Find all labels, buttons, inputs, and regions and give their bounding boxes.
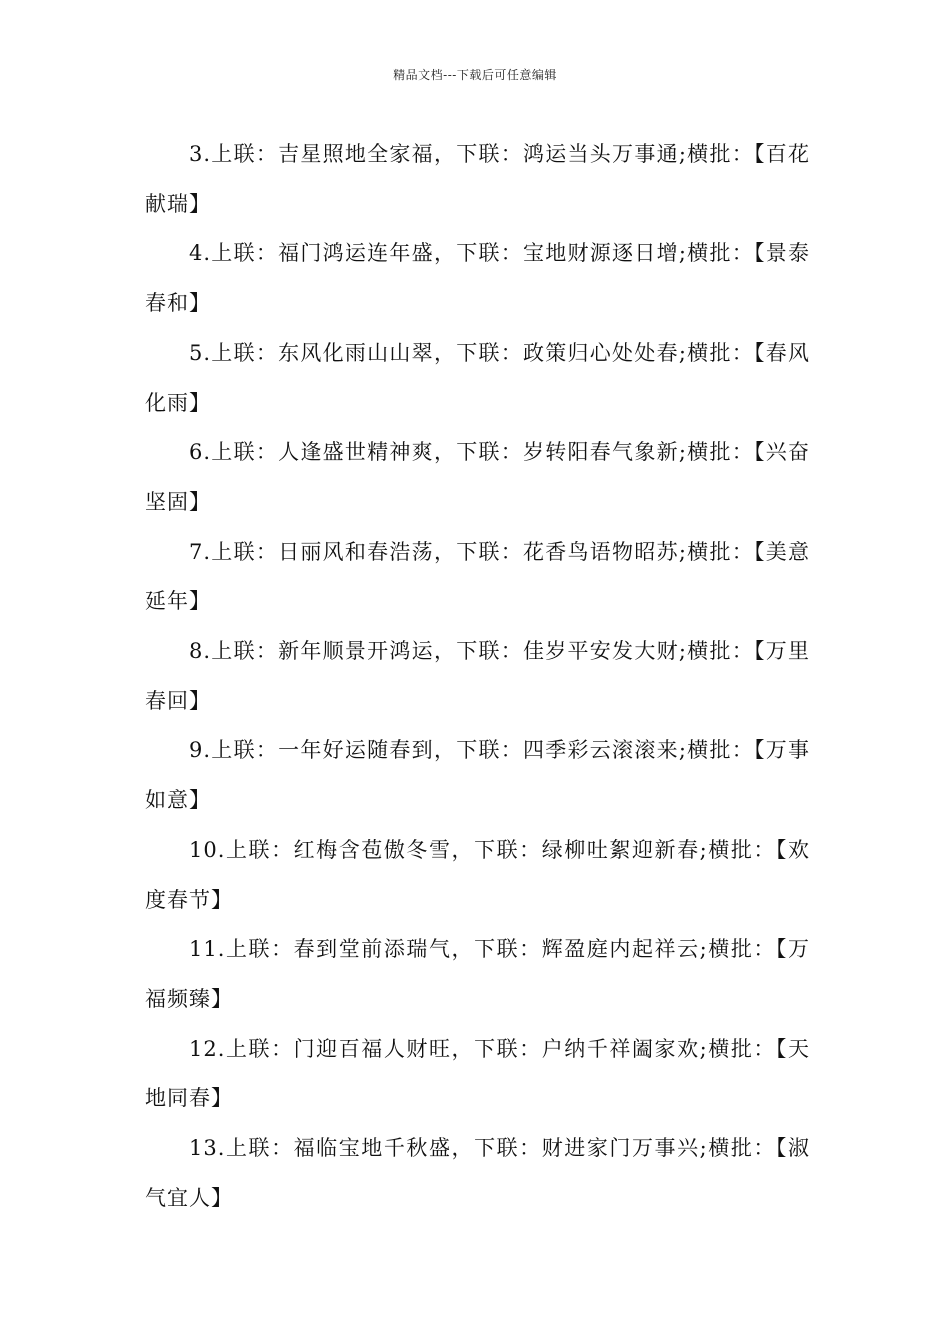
- couplet-list: [145, 130, 810, 1223]
- couplet-entry-4: 4.上联：福门鸿运连年盛，下联：宝地财源逐日增;横批：【景泰春和】: [145, 241, 810, 316]
- couplet-entry-6: 6.上联：人逢盛世精神爽，下联：岁转阳春气象新;横批：【兴奋坚固】: [145, 440, 810, 514]
- couplet-entry-9: 9.上联：一年好运随春到，下联：四季彩云滚滚来;横批：【万事如意】: [145, 738, 810, 813]
- couplet-entry-10: 10.上联：红梅含苞傲冬雪，下联：绿柳吐絮迎新春;横批：【欢度春节】: [145, 837, 810, 912]
- couplet-entry-8: 8.上联：新年顺景开鸿运，下联：佳岁平安发大财;横批：【万里春回】: [145, 639, 810, 713]
- couplet-entry-7: 7.上联：日丽风和春浩荡，下联：花香鸟语物昭苏;横批：【美意延年】: [145, 539, 810, 614]
- couplet-entry-3: 3.上联：吉星照地全家福，下联：鸿运当头万事通;横批：【百花献瑞】: [145, 142, 810, 216]
- couplet-entry-13: 13.上联：福临宝地千秋盛，下联：财进家门万事兴;横批：【淑气宜人】: [145, 1136, 810, 1210]
- couplet-entry-5: 5.上联：东风化雨山山翠，下联：政策归心处处春;横批：【春风化雨】: [145, 340, 810, 415]
- page-header: 精品文档---下载后可任意编辑: [393, 68, 557, 82]
- couplet-entry-12: 12.上联：门迎百福人财旺，下联：户纳千祥阖家欢;横批：【天地同春】: [145, 1036, 810, 1111]
- couplet-entry-11: 11.上联：春到堂前添瑞气，下联：辉盈庭内起祥云;横批：【万福频臻】: [145, 937, 810, 1011]
